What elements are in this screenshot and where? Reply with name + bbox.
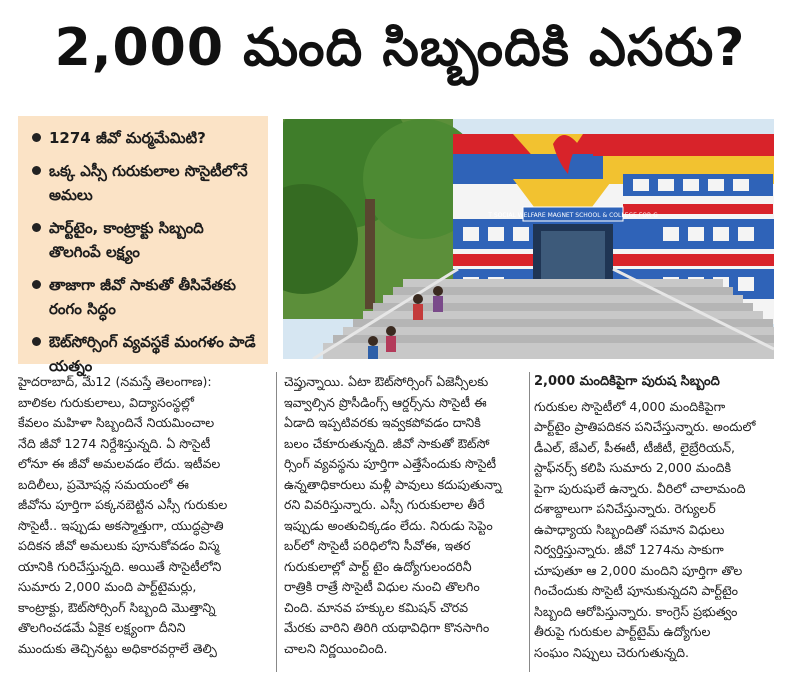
- section-subhead: 2,000 మందికిపైగా పురుష సిబ్బంది: [534, 374, 720, 389]
- article-line: బర్‌లో సొసైటీ పరిధిలోని సీవోఈ, ఇతర: [284, 538, 471, 553]
- article-line: చాలని నిర్ణయించింది.: [284, 640, 388, 656]
- highlight-text: ఔట్‌సోర్సింగ్ వ్యవస్థకే మంగళం పాడే యత్నం: [49, 333, 256, 375]
- article-line: ఉన్నతాధికారులు మళ్లీ పావులు కదుపుతున్నా: [284, 476, 502, 492]
- bullet-dot-icon: [32, 223, 41, 232]
- article-line: గించేందుకు సొసైటీ పూనుకున్నదని పార్ట్‌టైం: [534, 583, 739, 598]
- article-line: ఇవ్వాల్సిన ప్రొసీడింగ్స్ ఆర్డర్స్‌ను సొసైటీ ఈ: [284, 394, 487, 410]
- article-line: నిర్వర్తిస్తున్నారు. జీవో 1274ను సాకుగా: [534, 542, 724, 557]
- article-line: సంఘం నిప్పులు చెరుగుతున్నది.: [534, 644, 690, 660]
- highlight-text: 1274 జీవో మర్మమేమిటి?: [49, 129, 206, 147]
- bullet-dot-icon: [32, 166, 41, 175]
- column-divider-1: [276, 372, 277, 672]
- article-column-1: [18, 372, 268, 659]
- article-line: హైదరాబాద్, మే12 (నమస్తే తెలంగాణ):: [18, 374, 212, 389]
- article-line: ర్సింగ్ వ్యవస్థను పూర్తిగా ఎత్తేసేందుకు సొసైటీ: [284, 456, 497, 471]
- article-line: ఉపాధ్యాయ సిబ్బందితో సమాన విధులు: [534, 521, 725, 537]
- column-divider-2: [529, 372, 530, 672]
- article-line: లోనూ ఈ జీవో అమలవడం లేదు. ఇటీవల: [18, 456, 221, 471]
- article-column-3: [534, 372, 775, 663]
- article-line: సిబ్బంది ఆరోపిస్తున్నారు. కాంగ్రెస్ ప్రభుత్వం: [534, 603, 738, 619]
- article-line: బలం చేకూరుతున్నది. జీవో సాకుతో ఔట్‌సో: [284, 435, 490, 451]
- highlight-text: పార్ట్‌టైం, కాంట్రాక్టు సిబ్బంది తొలగింపే లక్ష్యం: [49, 219, 204, 261]
- article-line: పైగా పురుషులే ఉన్నారు. వీరిలో చాలామంది: [534, 480, 746, 496]
- article-line: యానికి గురిచేస్తున్నది. అయితే సొసైటీలోని: [18, 558, 222, 574]
- article-line: రని వివరిస్తున్నారు. ఎస్సీ గురుకులాల తీరే: [284, 497, 485, 512]
- article-line: కేవలం మహిళా సిబ్బందినే నియమించాల: [18, 415, 215, 430]
- article-line: డీఎల్, జేఎల్, పీఈటీ, టీజీటీ, లైబ్రేరియన్,: [534, 439, 736, 455]
- article-line: జీవోను పూర్తిగా పక్కనబెట్టిన ఎస్సీ గురుకుల: [18, 497, 228, 512]
- article-line: నేది జీవో 1274 నిర్దేశిస్తున్నది. ఏ సొసైటీ: [18, 435, 211, 451]
- article-line: బాలికల గురుకులాలు, విద్యాసంస్థల్లో: [18, 394, 195, 410]
- bullet-dot-icon: [32, 337, 41, 346]
- article-line: మేరకు వారిని తిరిగి యథావిధిగా కొనసాగిం: [284, 620, 490, 635]
- highlights-box: [18, 116, 268, 375]
- article-line: ముందుకు తెచ్చినట్టు అధికారవర్గాలే తెల్పి: [18, 640, 217, 656]
- article-line: గురుకుల సొసైటీలో 4,000 మందికిపైగా: [534, 398, 726, 414]
- bullet-dot-icon: [32, 280, 41, 289]
- article-line: బదిలీలు, ప్రమోషన్ల సమయంలో ఈ: [18, 476, 189, 492]
- headline: 2,000 మంది సిబ్బందికి ఎసరు?: [54, 17, 746, 78]
- article-line: చూపుతూ ఆ 2,000 మందిని పూర్తిగా తొల: [534, 562, 743, 578]
- bullet-dot-icon: [32, 133, 41, 142]
- highlight-item: [32, 273, 258, 321]
- article-line: తీరుపై గురుకుల పార్ట్‌టైమ్ ఉద్యోగుల: [534, 624, 711, 639]
- school-building-image: [283, 119, 774, 359]
- article-line: చెప్తున్నాయి. ఏటా ఔట్‌సోర్సింగ్ ఏజెన్సీలకు: [284, 374, 489, 389]
- article-line: గురుకులాల్లో పార్ట్ టైం ఉద్యోగులందరినీ: [284, 558, 472, 574]
- article-line: కాంట్రాక్టు, ఔట్‌సోర్సింగ్ సిబ్బంది మొత్తాన్ని: [18, 599, 216, 615]
- article-line: ఇప్పుడు అంతుచిక్కడం లేదు. నిరుడు సెప్టెం: [284, 517, 493, 533]
- article-line: తొలగించడమే ఏకైక లక్ష్యంగా దీనిని: [18, 620, 186, 635]
- highlight-item: [32, 126, 258, 150]
- school-sign-text: T SOCIAL WELFARE MAGNET SCHOOL & COLLEGE FOR G: [488, 212, 658, 219]
- article-line: ఏడాది ఇప్పటివరకు ఇవ్వకపోవడం దానికి: [284, 415, 481, 430]
- highlight-text: తాజాగా జీవో సాకుతో తీసివేతకు రంగం సిద్ధం: [49, 276, 236, 318]
- highlight-item: [32, 330, 258, 378]
- tree-trunk: [365, 199, 375, 309]
- article-line: చింది. మానవ హక్కుల కమిషన్ చొరవ: [284, 599, 469, 615]
- school-photo: [283, 119, 774, 359]
- highlight-item: [32, 159, 258, 207]
- article-line: పదికన జీవో అమలుకు పూనుకోవడం విస్మ: [18, 538, 220, 553]
- article-line: రాత్రికి రాత్రే సొసైటీ విధుల నుంచి తొలగిం: [284, 579, 480, 594]
- article-line: సొసైటీ.. ఇప్పుడు అకస్మాత్తుగా, యుద్ధప్రాతి: [18, 517, 224, 533]
- highlight-item: [32, 216, 258, 264]
- article-line: సుమారు 2,000 మంది పార్ట్‌టైమర్లు,: [18, 579, 197, 594]
- article-line: దశాబ్దాలుగా పనిచేస్తున్నారు. రెగ్యులర్: [534, 501, 716, 516]
- highlight-text: ఒక్క ఎస్సీ గురుకులాల సొసైటీలోనే అమలు: [49, 162, 248, 204]
- article-line: స్టాఫ్‌నర్స్ కలిపి సుమారు 2,000 మందికి: [534, 460, 732, 475]
- article-column-2: [284, 372, 524, 659]
- article-line: పార్ట్‌టైం ప్రాతిపదికన పనిచేస్తున్నారు. అందులో: [534, 419, 756, 434]
